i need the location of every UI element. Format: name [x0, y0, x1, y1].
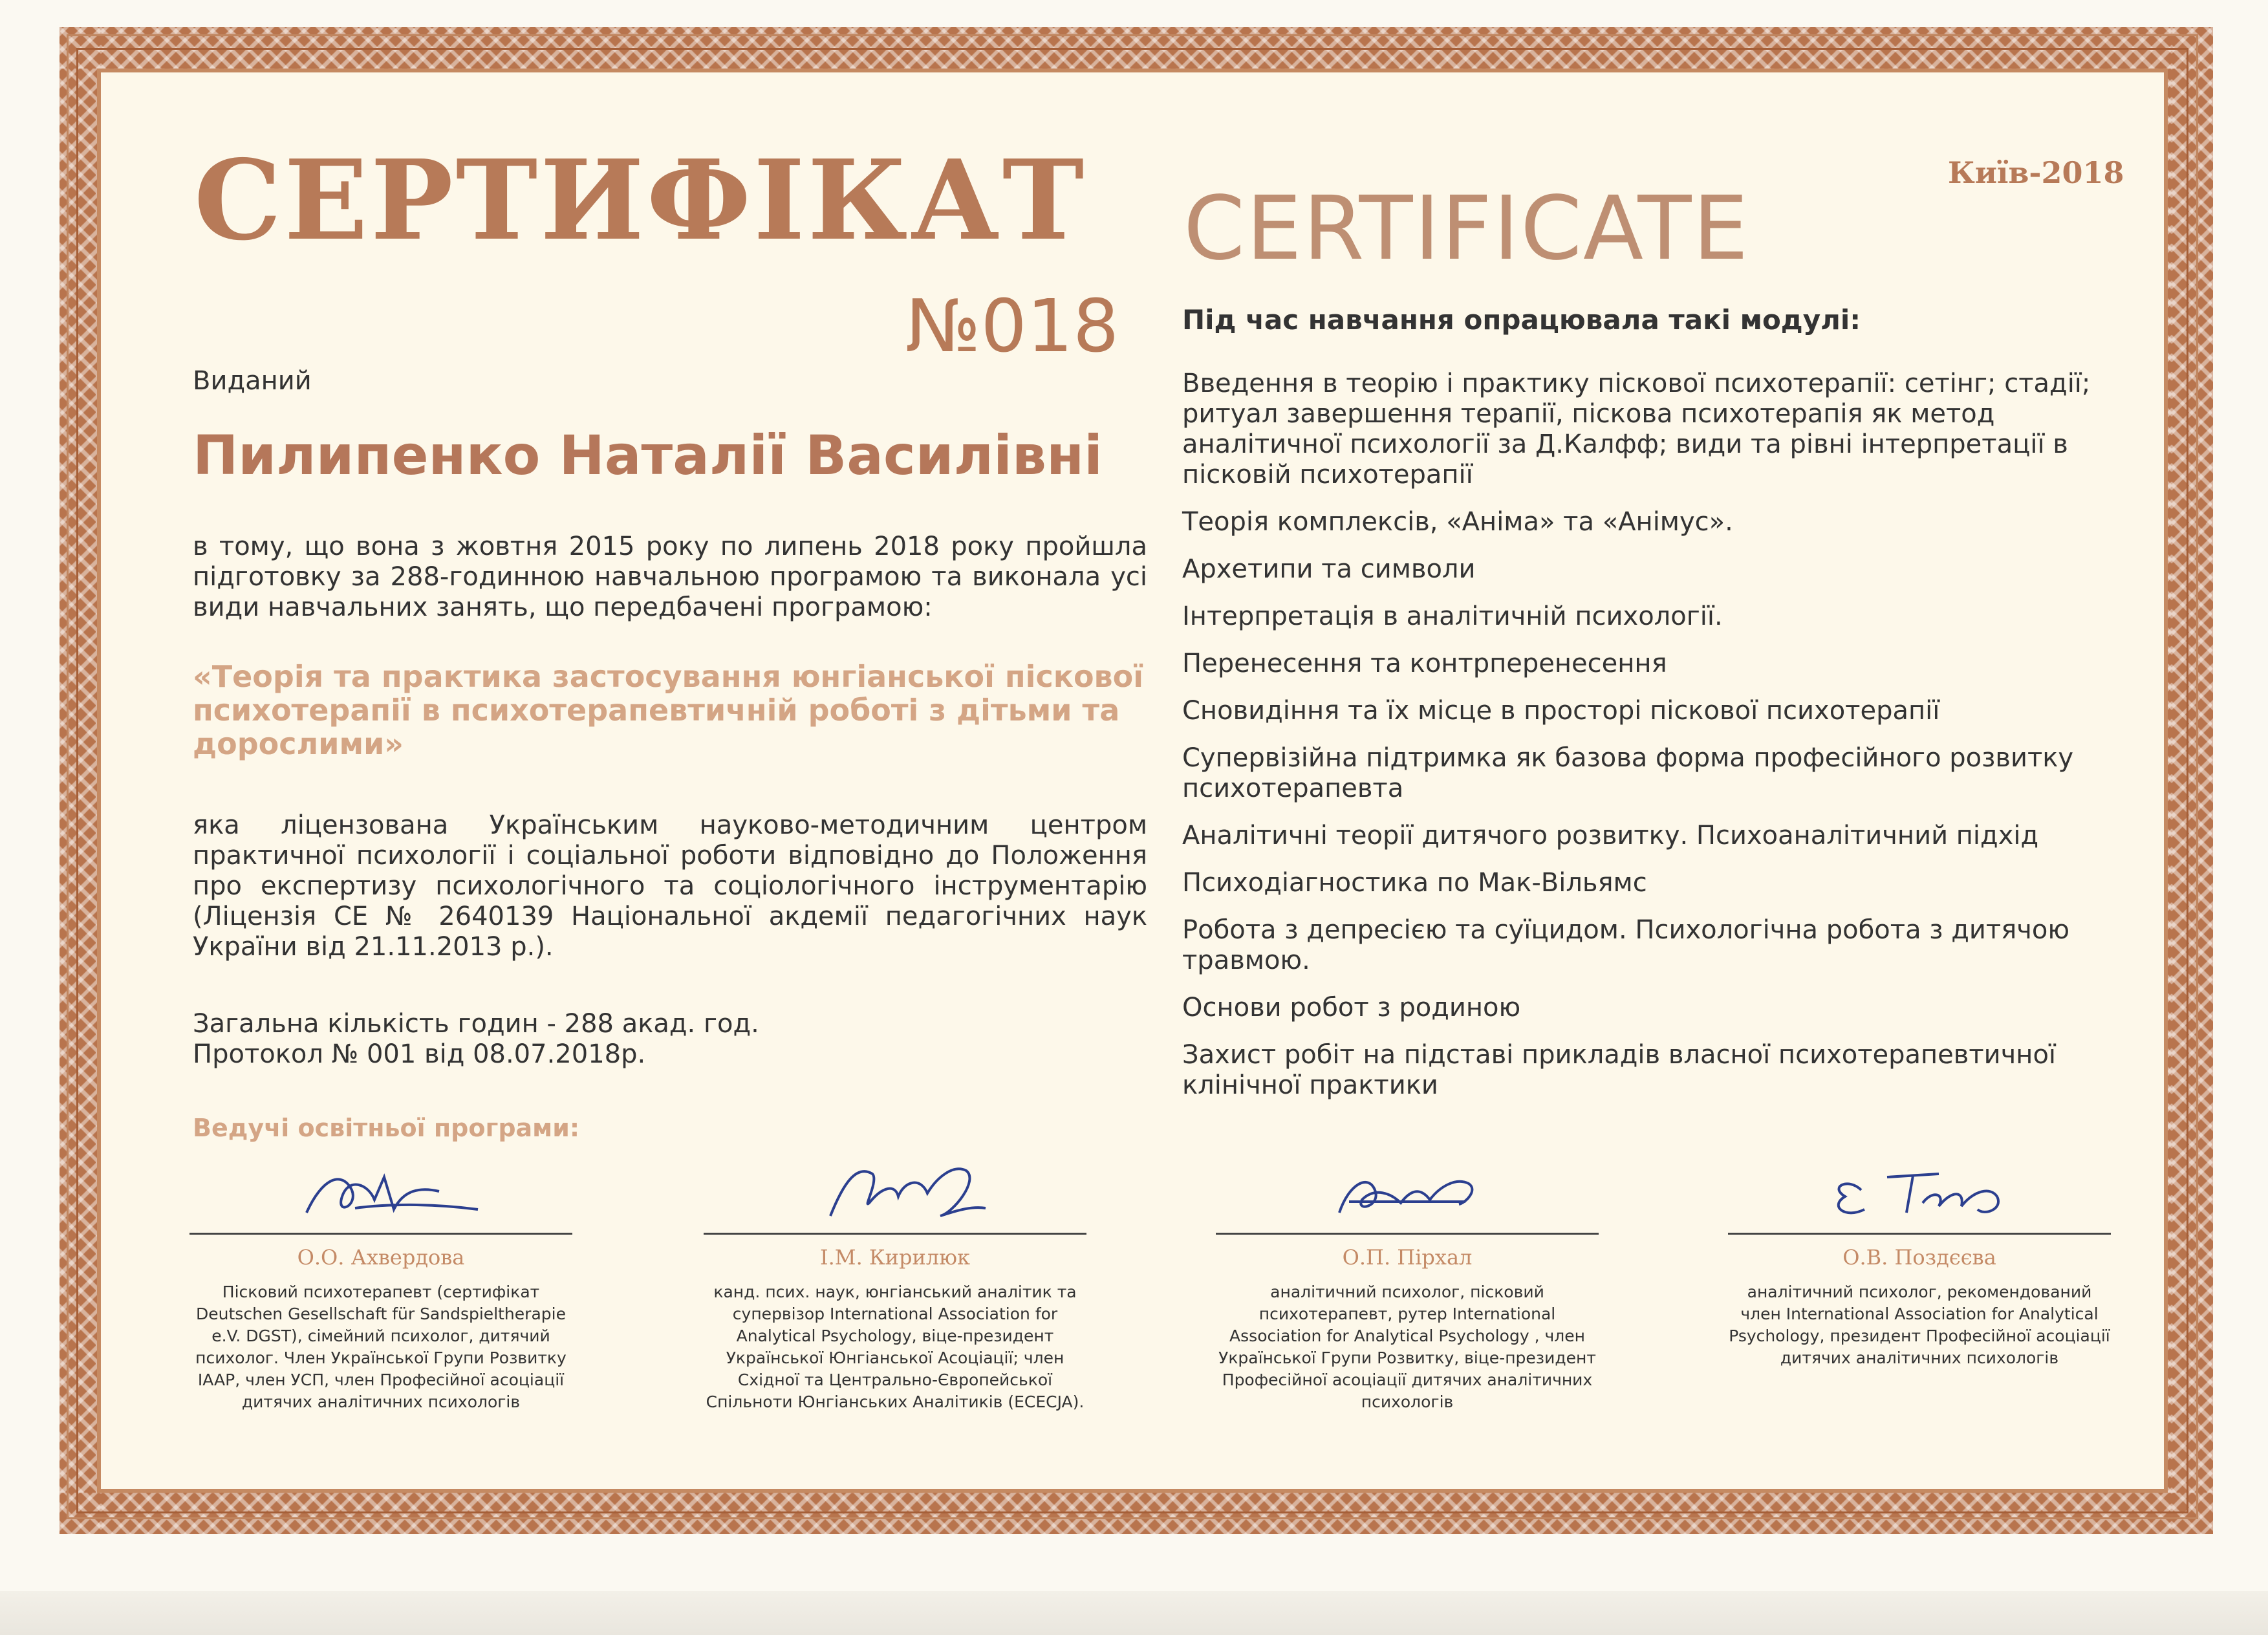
- modules-heading: Під час навчання опрацювала такі модулі:: [1182, 304, 1861, 336]
- title-ukrainian: СЕРТИФІКАТ: [194, 136, 1087, 265]
- list-item: Робота з депресією та суїцидом. Психологічна робота з дитячою травмою.: [1182, 915, 2070, 975]
- signatory-name: О.О. Ахвердова: [297, 1245, 465, 1270]
- signature-line: [704, 1233, 1086, 1235]
- intro-text: в тому, що вона з жовтня 2015 року по липень 2018 року пройшла підготовку за 288-годинною навчальною програмою та виконала усі види навчальних занять, що передбачені програмою:: [193, 532, 1147, 622]
- signature-line: [189, 1233, 572, 1235]
- signatory-name: О.П. Пірхал: [1342, 1245, 1473, 1270]
- protocol-number: Протокол № 001 від 08.07.2018р.: [193, 1039, 646, 1069]
- signatory-description: аналітичний психолог, рекомендований член International Association for Analytical Psychology, президент Професійної асоціації дитячих аналітичних психологів: [1729, 1283, 2110, 1367]
- leaders-label: Ведучі освітньої програми:: [193, 1114, 580, 1142]
- list-item: Аналітичні теорії дитячого розвитку. Психоаналітичний підхід: [1182, 821, 2039, 850]
- program-title: «Теорія та практика застосування юнгіанської піскової психотерапії в психотерапевтичній роботі з дітьми та дорослими»: [193, 659, 1144, 761]
- signatory-1: [189, 1151, 572, 1413]
- list-item: Супервізійна підтримка як базова форма професійного розвитку психотерапевта: [1182, 743, 2074, 803]
- signatory-2: [704, 1151, 1086, 1413]
- signatory-name: І.М. Кирилюк: [819, 1245, 970, 1270]
- certificate-number: №018: [905, 285, 1119, 369]
- list-item: Психодіагностика по Мак-Вільямс: [1182, 868, 1647, 898]
- signature-line: [1216, 1233, 1599, 1235]
- signature-3: [1271, 1151, 1543, 1229]
- signatory-4: [1728, 1151, 2111, 1369]
- signature-1: [245, 1151, 517, 1229]
- signature-4: [1784, 1151, 2055, 1229]
- list-item: Сновидіння та їх місце в просторі піскової психотерапії: [1182, 696, 1940, 726]
- signatory-description: канд. псих. наук, юнгіанський аналітик та супервізор International Association for Analytical Psychology, віце-президент Української Юнгіанської Асоціації; член Східної та Центрально-Європейської Спільноти Юнгіанських Аналітиків (ECECJA).: [706, 1283, 1085, 1411]
- recipient-name: Пилипенко Наталії Василівні: [193, 424, 1103, 487]
- list-item: Захист робіт на підставі прикладів власної психотерапевтичної клінічної практики: [1182, 1040, 2057, 1100]
- signatory-description: аналітичний психолог, пісковий психотерапевт, рутер International Association for Analytical Psychology , член Української Групи Розвитку, віце-президент Професійної асоціації дитячих аналітичних психологів: [1218, 1283, 1596, 1411]
- signature-2: [759, 1151, 1031, 1229]
- signatory-name: О.В. Поздєєва: [1842, 1245, 1996, 1270]
- list-item: Введення в теорію і практику піскової психотерапії: сетінг; стадії; ритуал завершення терапії, піскова психотерапія як метод аналітичної психології за Д.Калфф; види та рівні інтерпретації в пісковій психотерапії: [1182, 369, 2091, 490]
- title-english: CERTIFICATE: [1183, 178, 1750, 280]
- signatory-description: Пісковий психотерапевт (сертифікат Deutschen Gesellschaft für Sandspieltherapie e.V. DGST), сімейний психолог, дитячий психолог. Член Української Групи Розвитку IAAP, член УСП, член Професійної асоціації дитячих аналітичних психологів: [195, 1283, 567, 1411]
- issued-label: Виданий: [193, 366, 312, 396]
- modules-list: [1182, 369, 2139, 1118]
- signature-line: [1728, 1233, 2111, 1235]
- list-item: Перенесення та контрперенесення: [1182, 649, 1667, 678]
- list-item: Архетипи та символи: [1182, 554, 1476, 584]
- list-item: Теорія комплексів, «Аніма» та «Анімус».: [1182, 507, 1733, 537]
- license-text: яка ліцензована Українським науково-методичним центром практичної психології і соціальної роботи відповідно до Положення про експертизу психологічного та соціологічного інструментарію (Ліцензія СЕ № 2640139 Національної акдемії педагогічних наук України від 21.11.2013 р.).: [193, 810, 1147, 962]
- list-item: Інтерпретація в аналітичній психології.: [1182, 601, 1723, 631]
- city-year: Київ-2018: [1948, 155, 2124, 190]
- signatory-3: [1216, 1151, 1599, 1413]
- hours-protocol: [193, 1009, 1147, 1070]
- total-hours: Загальна кількість годин - 288 акад. год.: [193, 1009, 759, 1039]
- list-item: Основи робот з родиною: [1182, 993, 1521, 1023]
